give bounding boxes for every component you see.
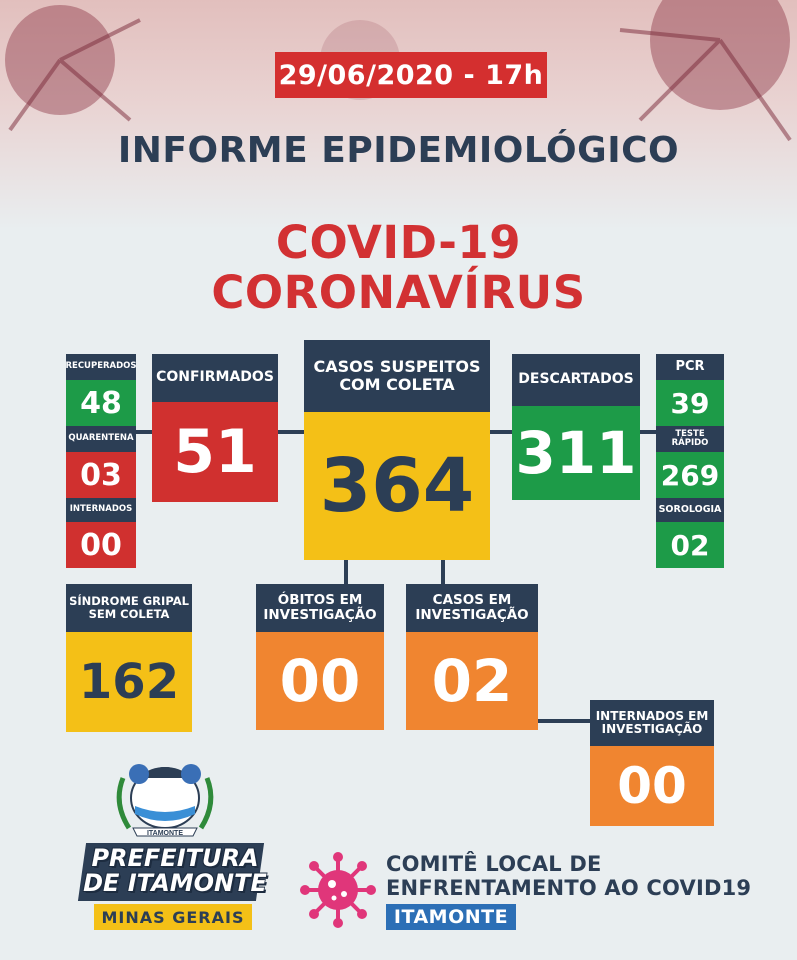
- casos-investigacao-label-line1: CASOS EM: [432, 592, 512, 609]
- teste-rapido-value: 269: [656, 452, 724, 498]
- pcr-value: 39: [656, 380, 724, 426]
- internados-label: INTERNADOS: [66, 498, 136, 522]
- page-title: INFORME EPIDEMIOLÓGICO: [117, 130, 680, 171]
- obitos-investigacao-box: [256, 584, 384, 730]
- confirmados-box: [152, 354, 278, 502]
- connector-line: [278, 430, 304, 434]
- pcr-label: PCR: [656, 354, 724, 380]
- descartados-value: 311: [512, 406, 640, 500]
- confirmados-value: 51: [152, 402, 278, 502]
- connector-line: [640, 430, 656, 434]
- sindrome-gripal-box: [66, 584, 192, 732]
- seal-text: ITAMONTE: [146, 830, 184, 837]
- sindrome-gripal-label: [66, 584, 192, 632]
- sorologia-box: [656, 498, 724, 568]
- quarentena-label: QUARENTENA: [66, 426, 136, 452]
- casos-suspeitos-value: 364: [304, 412, 490, 560]
- prefeitura-logo: [80, 846, 270, 896]
- recuperados-label: RECUPERADOS: [66, 354, 136, 380]
- comite-line2: ENFRENTAMENTO AO COVID19: [386, 876, 752, 900]
- obitos-investigacao-value: 00: [256, 632, 384, 730]
- quarentena-box: [66, 426, 136, 498]
- covid-title-line2: CORONAVÍRUS: [211, 266, 586, 319]
- casos-suspeitos-label-line2: COM COLETA: [339, 375, 455, 394]
- teste-rapido-label: [656, 426, 724, 452]
- sindrome-gripal-label-line2: SEM COLETA: [88, 607, 170, 621]
- descartados-label: DESCARTADOS: [512, 354, 640, 406]
- sorologia-label: SOROLOGIA: [656, 498, 724, 522]
- descartados-box: [512, 354, 640, 500]
- virus-decoration-icon: [0, 0, 797, 230]
- city-seal-icon: [95, 748, 235, 840]
- internados-box: [66, 498, 136, 568]
- obitos-investigacao-label: [256, 584, 384, 632]
- recuperados-box: [66, 354, 136, 426]
- connector-line: [538, 719, 590, 723]
- confirmados-label: CONFIRMADOS: [152, 354, 278, 402]
- teste-rapido-label-line2: RÁPIDO: [671, 438, 709, 448]
- date-badge: 29/06/2020 - 17h: [275, 52, 547, 98]
- sindrome-gripal-label-line1: SÍNDROME GRIPAL: [69, 594, 189, 609]
- internados-investigacao-label-line2: INVESTIGAÇÃO: [601, 722, 703, 736]
- internados-value: 00: [66, 522, 136, 568]
- comite-line1: COMITÊ LOCAL DE: [386, 852, 602, 876]
- quarentena-value: 03: [66, 452, 136, 498]
- recuperados-value: 48: [66, 380, 136, 426]
- obitos-investigacao-label-line2: INVESTIGAÇÃO: [263, 607, 377, 623]
- prefeitura-line1: PREFEITURA: [91, 844, 259, 872]
- internados-investigacao-box: [590, 700, 714, 826]
- teste-rapido-box: [656, 426, 724, 498]
- internados-investigacao-label-line1: INTERNADOS EM: [595, 708, 709, 723]
- connector-line: [490, 430, 512, 434]
- casos-investigacao-label: [406, 584, 538, 632]
- internados-investigacao-label: [590, 700, 714, 746]
- state-badge: MINAS GERAIS: [94, 904, 252, 930]
- sindrome-gripal-value: 162: [66, 632, 192, 732]
- obitos-investigacao-label-line1: ÓBITOS EM: [277, 592, 363, 609]
- virus-icon: [300, 852, 376, 928]
- casos-investigacao-box: [406, 584, 538, 730]
- casos-suspeitos-box: [304, 340, 490, 560]
- internados-investigacao-value: 00: [590, 746, 714, 826]
- pcr-box: [656, 354, 724, 426]
- comite-text: [386, 852, 751, 900]
- casos-investigacao-label-line2: INVESTIGAÇÃO: [415, 607, 529, 623]
- prefeitura-line2: DE ITAMONTE: [83, 869, 267, 897]
- teste-rapido-label-line1: TESTE: [675, 428, 705, 439]
- casos-investigacao-value: 02: [406, 632, 538, 730]
- casos-suspeitos-label: [304, 340, 490, 412]
- casos-suspeitos-label-line1: CASOS SUSPEITOS: [313, 357, 481, 377]
- sorologia-value: 02: [656, 522, 724, 568]
- covid-title: [0, 218, 797, 318]
- city-badge: ITAMONTE: [386, 904, 516, 930]
- covid-title-line1: COVID-19: [275, 216, 522, 269]
